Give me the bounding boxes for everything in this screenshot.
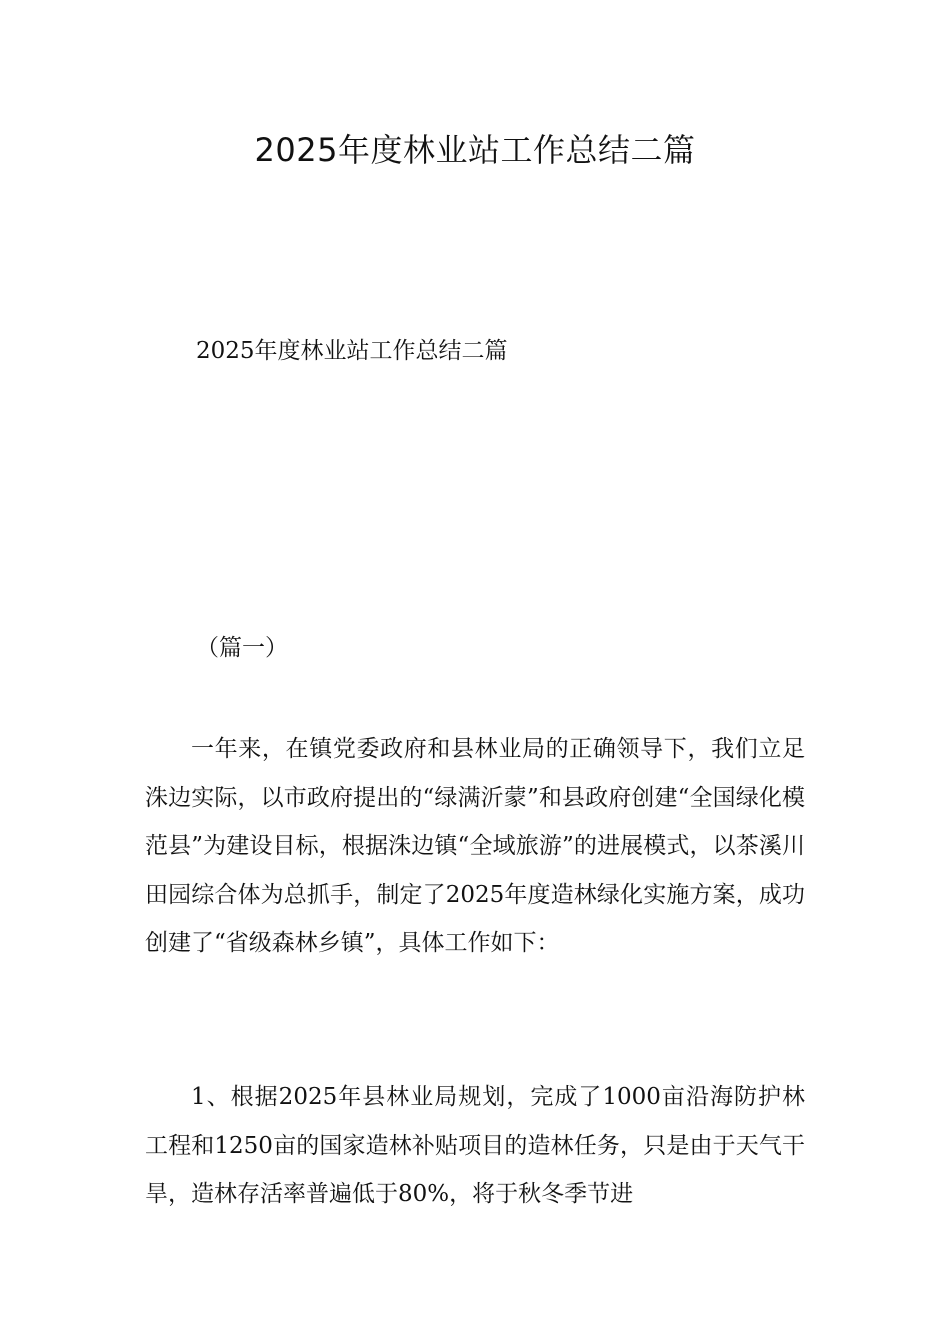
- section-label: （篇一）: [196, 635, 288, 661]
- document-subtitle: 2025年度林业站工作总结二篇: [196, 338, 508, 364]
- body-paragraph: 一年来，在镇党委政府和县林业局的正确领导下，我们立足洙边实际，以市政府提出的“绿满沂蒙”和县政府创建“全国绿化模范县”为建设目标，根据洙边镇“全域旅游”的进展模式，以茶溪川田园综合体为总抓手，制定了2025年度造林绿化实施方案，成功创建了“省级森林乡镇”，具体工作如下：: [145, 736, 805, 956]
- body-paragraph: 1、根据2025年县林业局规划，完成了1000亩沿海防护林工程和1250亩的国家造林补贴项目的造林任务，只是由于天气干旱，造林存活率普遍低于80%，将于秋冬季节进: [145, 1084, 805, 1207]
- document-title: 2025年度林业站工作总结二篇: [254, 131, 696, 169]
